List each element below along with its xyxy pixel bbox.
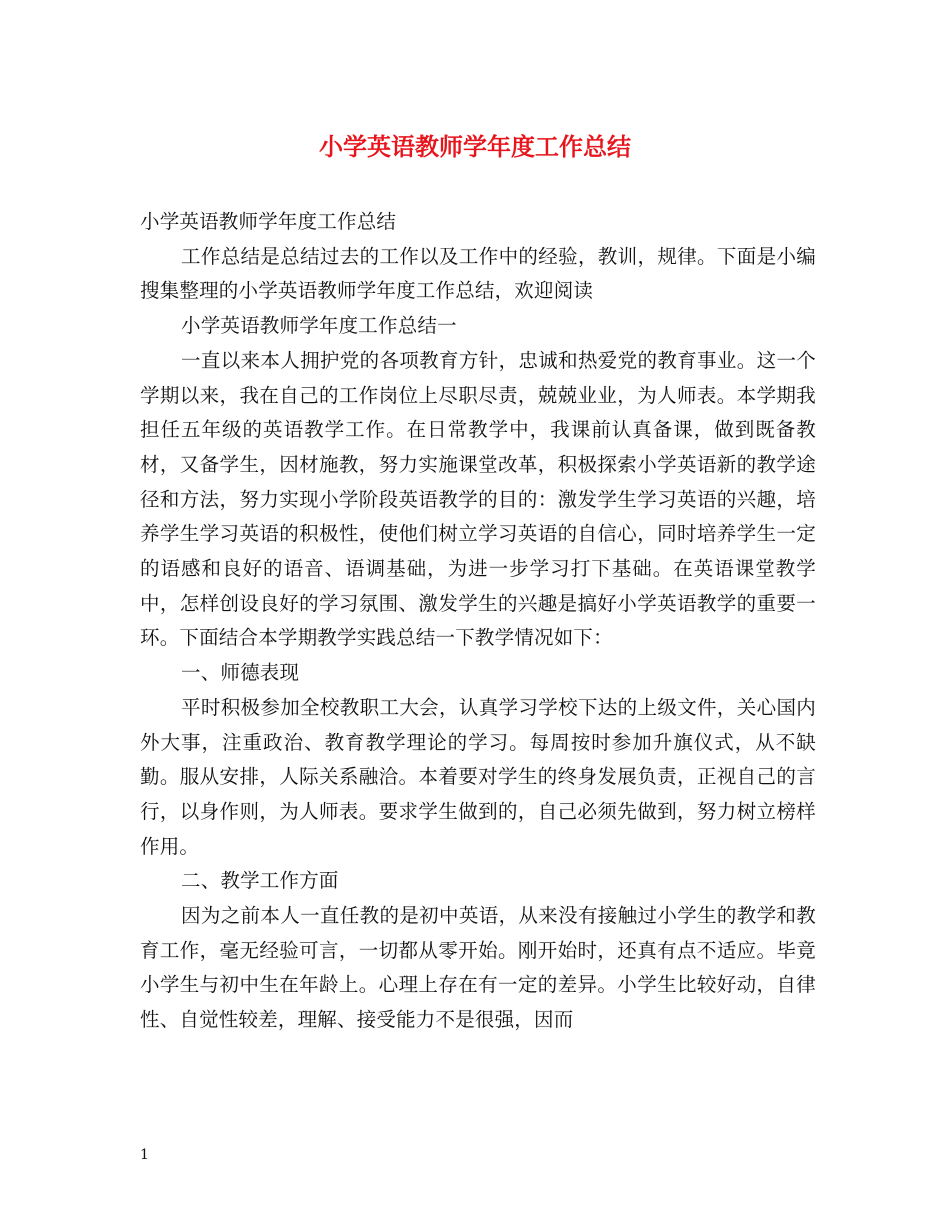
document-body — [140, 205, 816, 1038]
page-number: 1 — [140, 1147, 149, 1163]
body-paragraph: 二、教学工作方面 — [181, 869, 339, 893]
body-paragraph: 一直以来本人拥护党的各项教育方针，忠诚和热爱党的教育事业。这一个学期以来，我在自己的工作岗位上尽职尽责，兢兢业业，为人师表。本学期我担任五年级的英语教学工作。在日常教学中，我课前认真备课，做到既备教材，又备学生，因材施教，努力实施课堂改革，积极探索小学英语新的教学途径和方法，努力实现小学阶段英语教学的目的：激发学生学习英语的兴趣，培养学生学习英语的积极性，使他们树立学习英语的自信心，同时培养学生一定的语感和良好的语音、语调基础，为进一步学习打下基础。在英语课堂教学中，怎样创设良好的学习氛围、激发学生的兴趣是搞好小学英语教学的重要一环。下面结合本学期教学实践总结一下教学情况如下： — [140, 348, 816, 650]
document-title: 小学英语教师学年度工作总结 — [319, 132, 631, 161]
body-paragraph: 小学英语教师学年度工作总结一 — [181, 314, 457, 338]
body-paragraph: 一、师德表现 — [181, 661, 300, 685]
body-paragraph: 工作总结是总结过去的工作以及工作中的经验，教训，规律。下面是小编搜集整理的小学英语教师学年度工作总结，欢迎阅读 — [140, 244, 816, 303]
body-paragraph: 因为之前本人一直任教的是初中英语，从来没有接触过小学生的教学和教育工作，毫无经验可言，一切都从零开始。刚开始时，还真有点不适应。毕竟小学生与初中生在年龄上。心理上存在有一定的差异。小学生比较好动，自律性、自觉性较差，理解、接受能力不是很强，因而 — [140, 904, 816, 1032]
body-paragraph: 小学英语教师学年度工作总结 — [140, 210, 397, 233]
body-paragraph: 平时积极参加全校教职工大会，认真学习学校下达的上级文件，关心国内外大事，注重政治、教育教学理论的学习。每周按时参加升旗仪式，从不缺勤。服从安排，人际关系融洽。本着要对学生的终身发展负责，正视自己的言行，以身作则，为人师表。要求学生做到的，自己必须先做到，努力树立榜样作用。 — [140, 695, 816, 858]
